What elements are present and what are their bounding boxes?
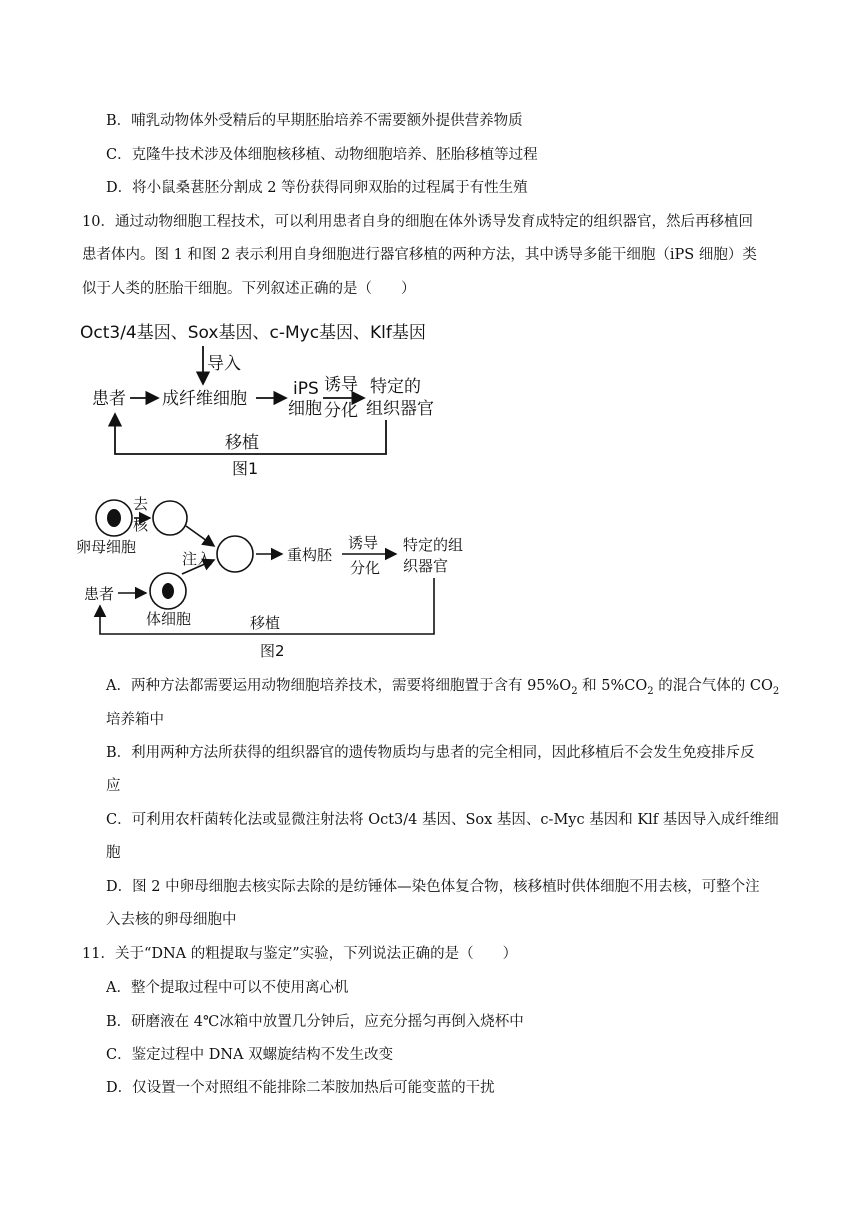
fig2-embryo-label: 重构胚 <box>287 546 333 564</box>
fig2-somatic-label: 体细胞 <box>146 610 192 628</box>
fig2-transplant-label: 移植 <box>250 614 281 632</box>
figure-1 <box>70 312 470 480</box>
enucleated-oocyte <box>153 501 187 535</box>
q10-stem-line3: 似于人类的胚胎干细胞。下列叙述正确的是（ ） <box>82 281 416 297</box>
q11-option-c: C．鉴定过程中 DNA 双螺旋结构不发生改变 <box>106 1047 394 1063</box>
q10-stem-line2: 患者体内。图 1 和图 2 表示利用自身细胞进行器官移植的两种方法，其中诱导多能干细胞（iPS 细胞）类 <box>82 247 757 263</box>
fig2-induce-label: 诱导 <box>348 534 379 552</box>
fig1-ips-label-1: iPS <box>293 379 319 399</box>
fig1-import-label: 导入 <box>207 354 241 374</box>
q11-option-a: A．整个提取过程中可以不使用离心机 <box>106 980 349 996</box>
o2-subscript: 2 <box>571 685 578 697</box>
co2-subscript: 2 <box>647 685 654 697</box>
fig2-patient-label: 患者 <box>84 585 115 603</box>
fig2-enucleate-1: 去 <box>133 495 149 513</box>
fig1-organ-label-1: 特定的 <box>370 377 421 397</box>
fig1-differentiate-label: 分化 <box>324 401 358 421</box>
fig2-organ-label-1: 特定的组 <box>403 536 464 554</box>
q10-option-c-line2: 胞 <box>106 845 121 861</box>
fig2-inject-label: 注入 <box>182 550 213 568</box>
fig1-ips-label-2: 细胞 <box>288 399 322 419</box>
q9-option-d: D．将小鼠桑葚胚分割成 2 等份获得同卵双胎的过程属于有性生殖 <box>106 180 528 196</box>
fig1-fibroblast-label: 成纤维细胞 <box>162 389 247 409</box>
fig1-caption: 图1 <box>232 459 259 478</box>
fig1-transplant-label: 移植 <box>225 433 259 453</box>
q10-stem-line1: 10．通过动物细胞工程技术，可以利用患者自身的细胞在体外诱导发育成特定的组织器官，然后再移植回 <box>82 214 753 230</box>
q10-option-a-line1 <box>106 676 779 696</box>
somatic-nucleus <box>162 583 174 599</box>
q10-option-b-line1: B．利用两种方法所获得的组织器官的遗传物质均与患者的完全相同，因此移植后不会发生免疫排斥反 <box>106 745 755 761</box>
q10-option-b-line2: 应 <box>106 778 121 794</box>
fig2-caption: 图2 <box>260 642 285 660</box>
q10-option-a-part2: 和 5%CO <box>577 678 648 694</box>
co2-incubator-subscript: 2 <box>772 685 780 697</box>
figure-2 <box>70 492 490 664</box>
q10-option-c-line1: C．可利用农杆菌转化法或显微注射法将 Oct3/4 基因、Sox 基因、c-Myc 基因和 Klf 基因导入成纤维细 <box>106 812 779 828</box>
q9-option-c: C．克隆牛技术涉及体细胞核移植、动物细胞培养、胚胎移植等过程 <box>106 147 538 163</box>
q10-option-a-line2: 培养箱中 <box>106 712 164 728</box>
q10-option-a-part1: A．两种方法都需要运用动物细胞培养技术，需要将细胞置于含有 95%O <box>106 678 572 694</box>
fig1-genes-label: Oct3/4基因、Sox基因、c-Myc基因、Klf基因 <box>80 323 426 343</box>
fig2-organ-label-2: 织器官 <box>403 557 449 575</box>
fig1-organ-label-2: 组织器官 <box>366 399 434 419</box>
fig1-induce-label: 诱导 <box>324 375 358 395</box>
q10-option-d-line1: D．图 2 中卵母细胞去核实际去除的是纺锤体—染色体复合物，核移植时供体细胞不用去核，可整个注 <box>106 879 760 895</box>
q9-option-b: B．哺乳动物体外受精后的早期胚胎培养不需要额外提供营养物质 <box>106 113 523 129</box>
fig1-patient-label: 患者 <box>92 389 126 409</box>
fig2-enucleate-2: 核 <box>133 516 149 534</box>
q10-option-a-part3: 的混合气体的 CO <box>653 678 773 694</box>
q10-option-d-line2: 入去核的卵母细胞中 <box>106 912 237 928</box>
q11-option-b: B．研磨液在 4℃冰箱中放置几分钟后，应充分摇匀再倒入烧杯中 <box>106 1014 524 1030</box>
reconstructed-cell <box>217 536 253 572</box>
fig2-differentiate-label: 分化 <box>350 559 381 577</box>
q11-option-d: D．仅设置一个对照组不能排除二苯胺加热后可能变蓝的干扰 <box>106 1080 495 1096</box>
q11-stem: 11．关于“DNA 的粗提取与鉴定”实验，下列说法正确的是（ ） <box>82 946 518 962</box>
fig2-oocyte-label: 卵母细胞 <box>76 538 137 556</box>
oocyte-nucleus <box>107 509 121 527</box>
